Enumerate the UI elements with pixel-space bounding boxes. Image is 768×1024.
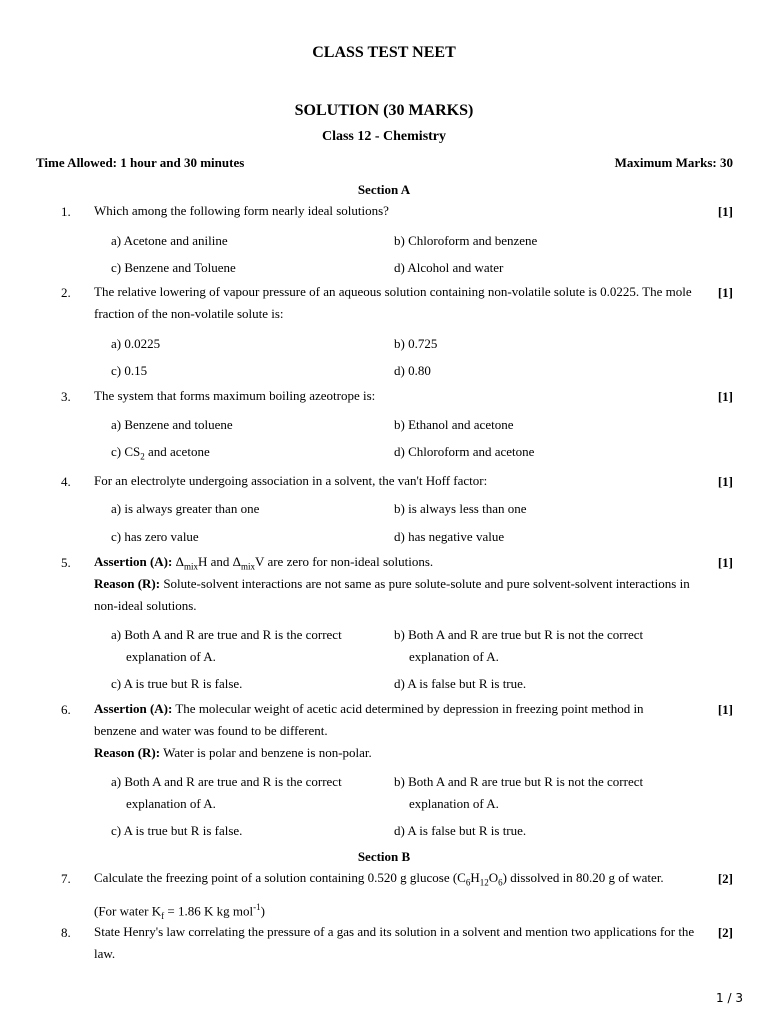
option-a: a) Both A and R are true and R is the correct explanation of A. bbox=[111, 627, 342, 664]
question-marks: [1] bbox=[717, 555, 733, 570]
section-b-heading: Section B bbox=[357, 849, 411, 864]
option-a: a) Acetone and aniline bbox=[111, 233, 228, 248]
question-text: Which among the following form nearly ideal solutions? bbox=[94, 203, 389, 218]
question-number: 5. bbox=[61, 555, 71, 570]
option-b: b) Ethanol and acetone bbox=[394, 417, 514, 432]
question-number: 6. bbox=[61, 702, 71, 717]
option-d: d) A is false but R is true. bbox=[394, 676, 527, 691]
assertion: Assertion (A): $\Delta_{mix}H$ and $\Delta_{mix}V$ are zero for non-ideal solutions. bbox=[94, 554, 434, 572]
reason: Reason (R): Water is polar and benzene is non-polar. bbox=[94, 745, 372, 760]
maximum-marks: Maximum Marks: 30 bbox=[614, 155, 733, 170]
chapter-title: SOLUTION (30 MARKS) bbox=[294, 102, 474, 119]
question-number: 7. bbox=[61, 871, 71, 886]
question-number: 4. bbox=[61, 474, 71, 489]
question-number: 1. bbox=[61, 204, 71, 219]
option-c: c) has zero value bbox=[111, 529, 199, 544]
option-d: d) has negative value bbox=[394, 529, 505, 544]
option-d: d) Chloroform and acetone bbox=[394, 444, 535, 459]
question-text: State Henry's law correlating the pressure of a gas and its solution in a solvent and mention two applications for the law. bbox=[94, 924, 695, 961]
option-d: d) Alcohol and water bbox=[394, 260, 504, 275]
option-b: b) Both A and R are true but R is not the correct explanation of A. bbox=[394, 774, 644, 811]
question-marks: [1] bbox=[717, 285, 733, 300]
test-title: CLASS TEST NEET bbox=[312, 44, 456, 61]
option-c: c) $CS_2$ and acetone bbox=[111, 444, 210, 462]
option-c: c) A is true but R is false. bbox=[111, 676, 243, 691]
question-text: For an electrolyte undergoing association in a solvent, the van't Hoff factor: bbox=[94, 473, 488, 488]
section-a-heading: Section A bbox=[357, 182, 411, 197]
option-b: b) 0.725 bbox=[394, 336, 438, 351]
option-a: a) is always greater than one bbox=[111, 501, 260, 516]
reason: Reason (R): Solute-solvent interactions are not same as pure solute-solute and pure solvent-solvent interactions in non-ideal solutions. bbox=[94, 576, 690, 613]
question-marks: [1] bbox=[717, 204, 733, 219]
option-a: a) Benzene and toluene bbox=[111, 417, 233, 432]
question-marks: [1] bbox=[717, 389, 733, 404]
option-c: c) A is true but R is false. bbox=[111, 823, 243, 838]
question-marks: [1] bbox=[717, 702, 733, 717]
question-marks: [2] bbox=[717, 925, 733, 940]
question-number: 8. bbox=[61, 925, 71, 940]
option-a: a) 0.0225 bbox=[111, 336, 161, 351]
option-c: c) Benzene and Toluene bbox=[111, 260, 236, 275]
option-d: d) 0.80 bbox=[394, 363, 431, 378]
option-b: b) Both A and R are true but R is not the correct explanation of A. bbox=[394, 627, 644, 664]
question-number: 2. bbox=[61, 285, 71, 300]
assertion: Assertion (A): The molecular weight of acetic acid determined by depression in freezing point method in benzene and water was found to be different. bbox=[94, 701, 644, 738]
question-note: (For water $K_f = 1.86$ K kg mol$^{-1}$) bbox=[94, 902, 265, 921]
question-marks: [1] bbox=[717, 474, 733, 489]
question-text: The relative lowering of vapour pressure of an aqueous solution containing non-volatile solute is 0.0225. The mole fraction of the non-volatile solute is: bbox=[94, 284, 692, 321]
question-text: Calculate the freezing point of a solution containing 0.520 g glucose $(C_6H_{12}O_6)$ dissolved in 80.20 g of water. bbox=[94, 870, 664, 888]
time-allowed: Time Allowed: 1 hour and 30 minutes bbox=[36, 155, 245, 170]
option-d: d) A is false but R is true. bbox=[394, 823, 527, 838]
option-a: a) Both A and R are true and R is the correct explanation of A. bbox=[111, 774, 342, 811]
question-marks: [2] bbox=[717, 871, 733, 886]
question-number: 3. bbox=[61, 389, 71, 404]
option-c: c) 0.15 bbox=[111, 363, 148, 378]
question-text: The system that forms maximum boiling azeotrope is: bbox=[94, 388, 376, 403]
option-b: b) Chloroform and benzene bbox=[394, 233, 538, 248]
class-subject: Class 12 - Chemistry bbox=[321, 129, 447, 144]
option-b: b) is always less than one bbox=[394, 501, 527, 516]
page-number: 1 / 3 bbox=[716, 991, 743, 1005]
